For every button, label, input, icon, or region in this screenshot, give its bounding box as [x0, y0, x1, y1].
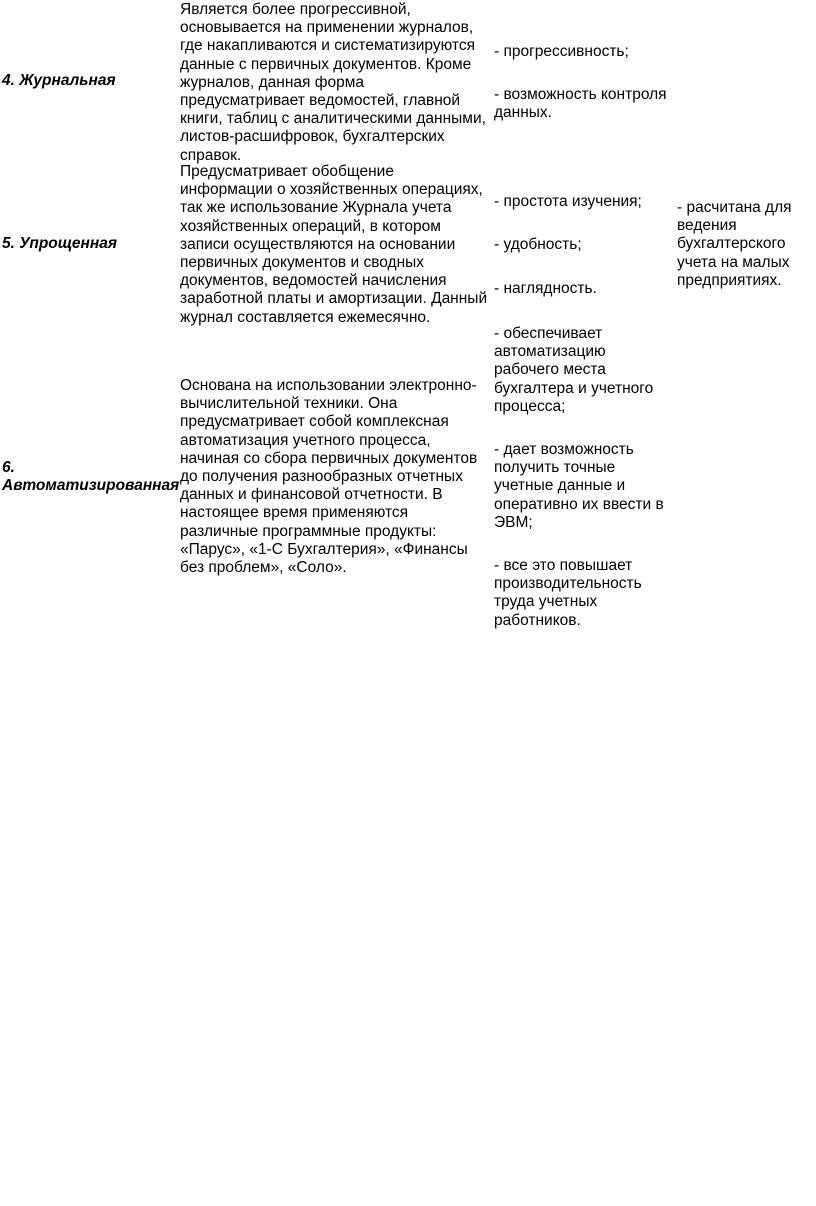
text-line: «Парус», «1-С Бухгалтерия», «Финансы [180, 540, 468, 558]
text-line: книги, таблиц с аналитическими данными, [180, 110, 486, 128]
text-line: журналов, данная форма [180, 73, 364, 91]
text-line: учетные данные и [494, 477, 626, 495]
text-line: так же использование Журнала учета [180, 199, 452, 217]
text-line: - прогрессивность; [494, 43, 629, 60]
text-line: - наглядность. [494, 280, 597, 297]
text-line: труда учетных [494, 593, 598, 611]
row-4-advantage-2 [494, 86, 678, 122]
text-line: журнал составляется ежемесячно. [180, 308, 431, 326]
text-line: - обеспечивает [494, 325, 603, 342]
text-line: хозяйственных операций, в котором [180, 217, 441, 235]
text-line: вычислительной техники. Она [180, 395, 398, 413]
text-line: - простота изучения; [494, 193, 642, 210]
text-line: заработной платы и амортизации. Данный [180, 290, 488, 308]
text-line: бухгалтерского [677, 235, 786, 253]
text-line: - дает возможность [494, 441, 634, 458]
text-line: предусматривает ведомостей, главной [180, 92, 461, 110]
row-5-form-label: 5. Упрощенная [2, 235, 117, 252]
text-line: - расчитана для [677, 199, 792, 216]
text-line: 6. [2, 459, 15, 476]
row-5-note [677, 199, 815, 290]
text-line: Является более прогрессивной, [180, 1, 411, 18]
text-line: оперативно их ввести в [494, 495, 664, 513]
text-line: ЭВМ; [494, 513, 533, 531]
text-line: учета на малых [677, 253, 790, 271]
text-line: предприятиях. [677, 271, 782, 289]
row-5-advantage-1 [494, 193, 678, 211]
text-line: работников. [494, 611, 581, 629]
text-line: получить точные [494, 459, 616, 477]
text-line: - возможность контроля [494, 86, 667, 103]
text-line: где накапливаются и систематизируются [180, 37, 475, 55]
text-line: данных. [494, 104, 552, 122]
row-6-advantage-2 [494, 441, 678, 532]
row-6-form-label [2, 459, 180, 495]
text-line: Автоматизированная [2, 477, 180, 495]
text-line: данных и финансовой отчетности. В [180, 486, 443, 504]
text-line: первичных документов и сводных [180, 254, 425, 272]
text-line: настоящее время применяются [180, 504, 409, 522]
row-5-advantage-2 [494, 236, 678, 254]
text-line: справок. [180, 146, 242, 164]
text-line: до получения разнообразных отчетных [180, 468, 463, 486]
text-line: листов-расшифровок, бухгалтерских [180, 128, 445, 146]
text-line: Предусматривает обобщение [180, 163, 394, 180]
text-line: записи осуществляются на основании [180, 235, 456, 253]
row-4-form-label: 4. Журнальная [2, 72, 116, 89]
text-line: информации о хозяйственных операциях, [180, 181, 483, 199]
text-line: процесса; [494, 397, 566, 415]
text-line: Основана на использовании электронно- [180, 377, 477, 394]
text-line: различные программные продукты: [180, 522, 437, 540]
row-6-advantage-1 [494, 325, 678, 416]
row-4-description [180, 1, 500, 165]
text-line: документов, ведомостей начисления [180, 272, 447, 290]
text-line: начиная со сбора первичных документов [180, 449, 478, 467]
text-line: автоматизация учетного процесса, [180, 431, 431, 449]
row-6-advantage-3 [494, 557, 678, 630]
text-line: - удобность; [494, 236, 582, 253]
text-line: без проблем», «Соло». [180, 559, 347, 577]
row-5-description [180, 163, 500, 327]
text-line: рабочего места [494, 361, 606, 379]
text-line: производительность [494, 575, 642, 593]
row-4-advantage-1 [494, 43, 678, 61]
text-line: бухгалтера и учетного [494, 379, 654, 397]
text-line: ведения [677, 217, 737, 235]
text-line: основывается на применении журналов, [180, 19, 474, 37]
row-5-advantage-3 [494, 280, 678, 298]
text-line: данные с первичных документов. Кроме [180, 55, 472, 73]
text-line: автоматизацию [494, 343, 606, 361]
row-6-description [180, 377, 500, 577]
text-line: - все это повышает [494, 557, 633, 574]
text-line: предусматривает собой комплексная [180, 413, 449, 431]
